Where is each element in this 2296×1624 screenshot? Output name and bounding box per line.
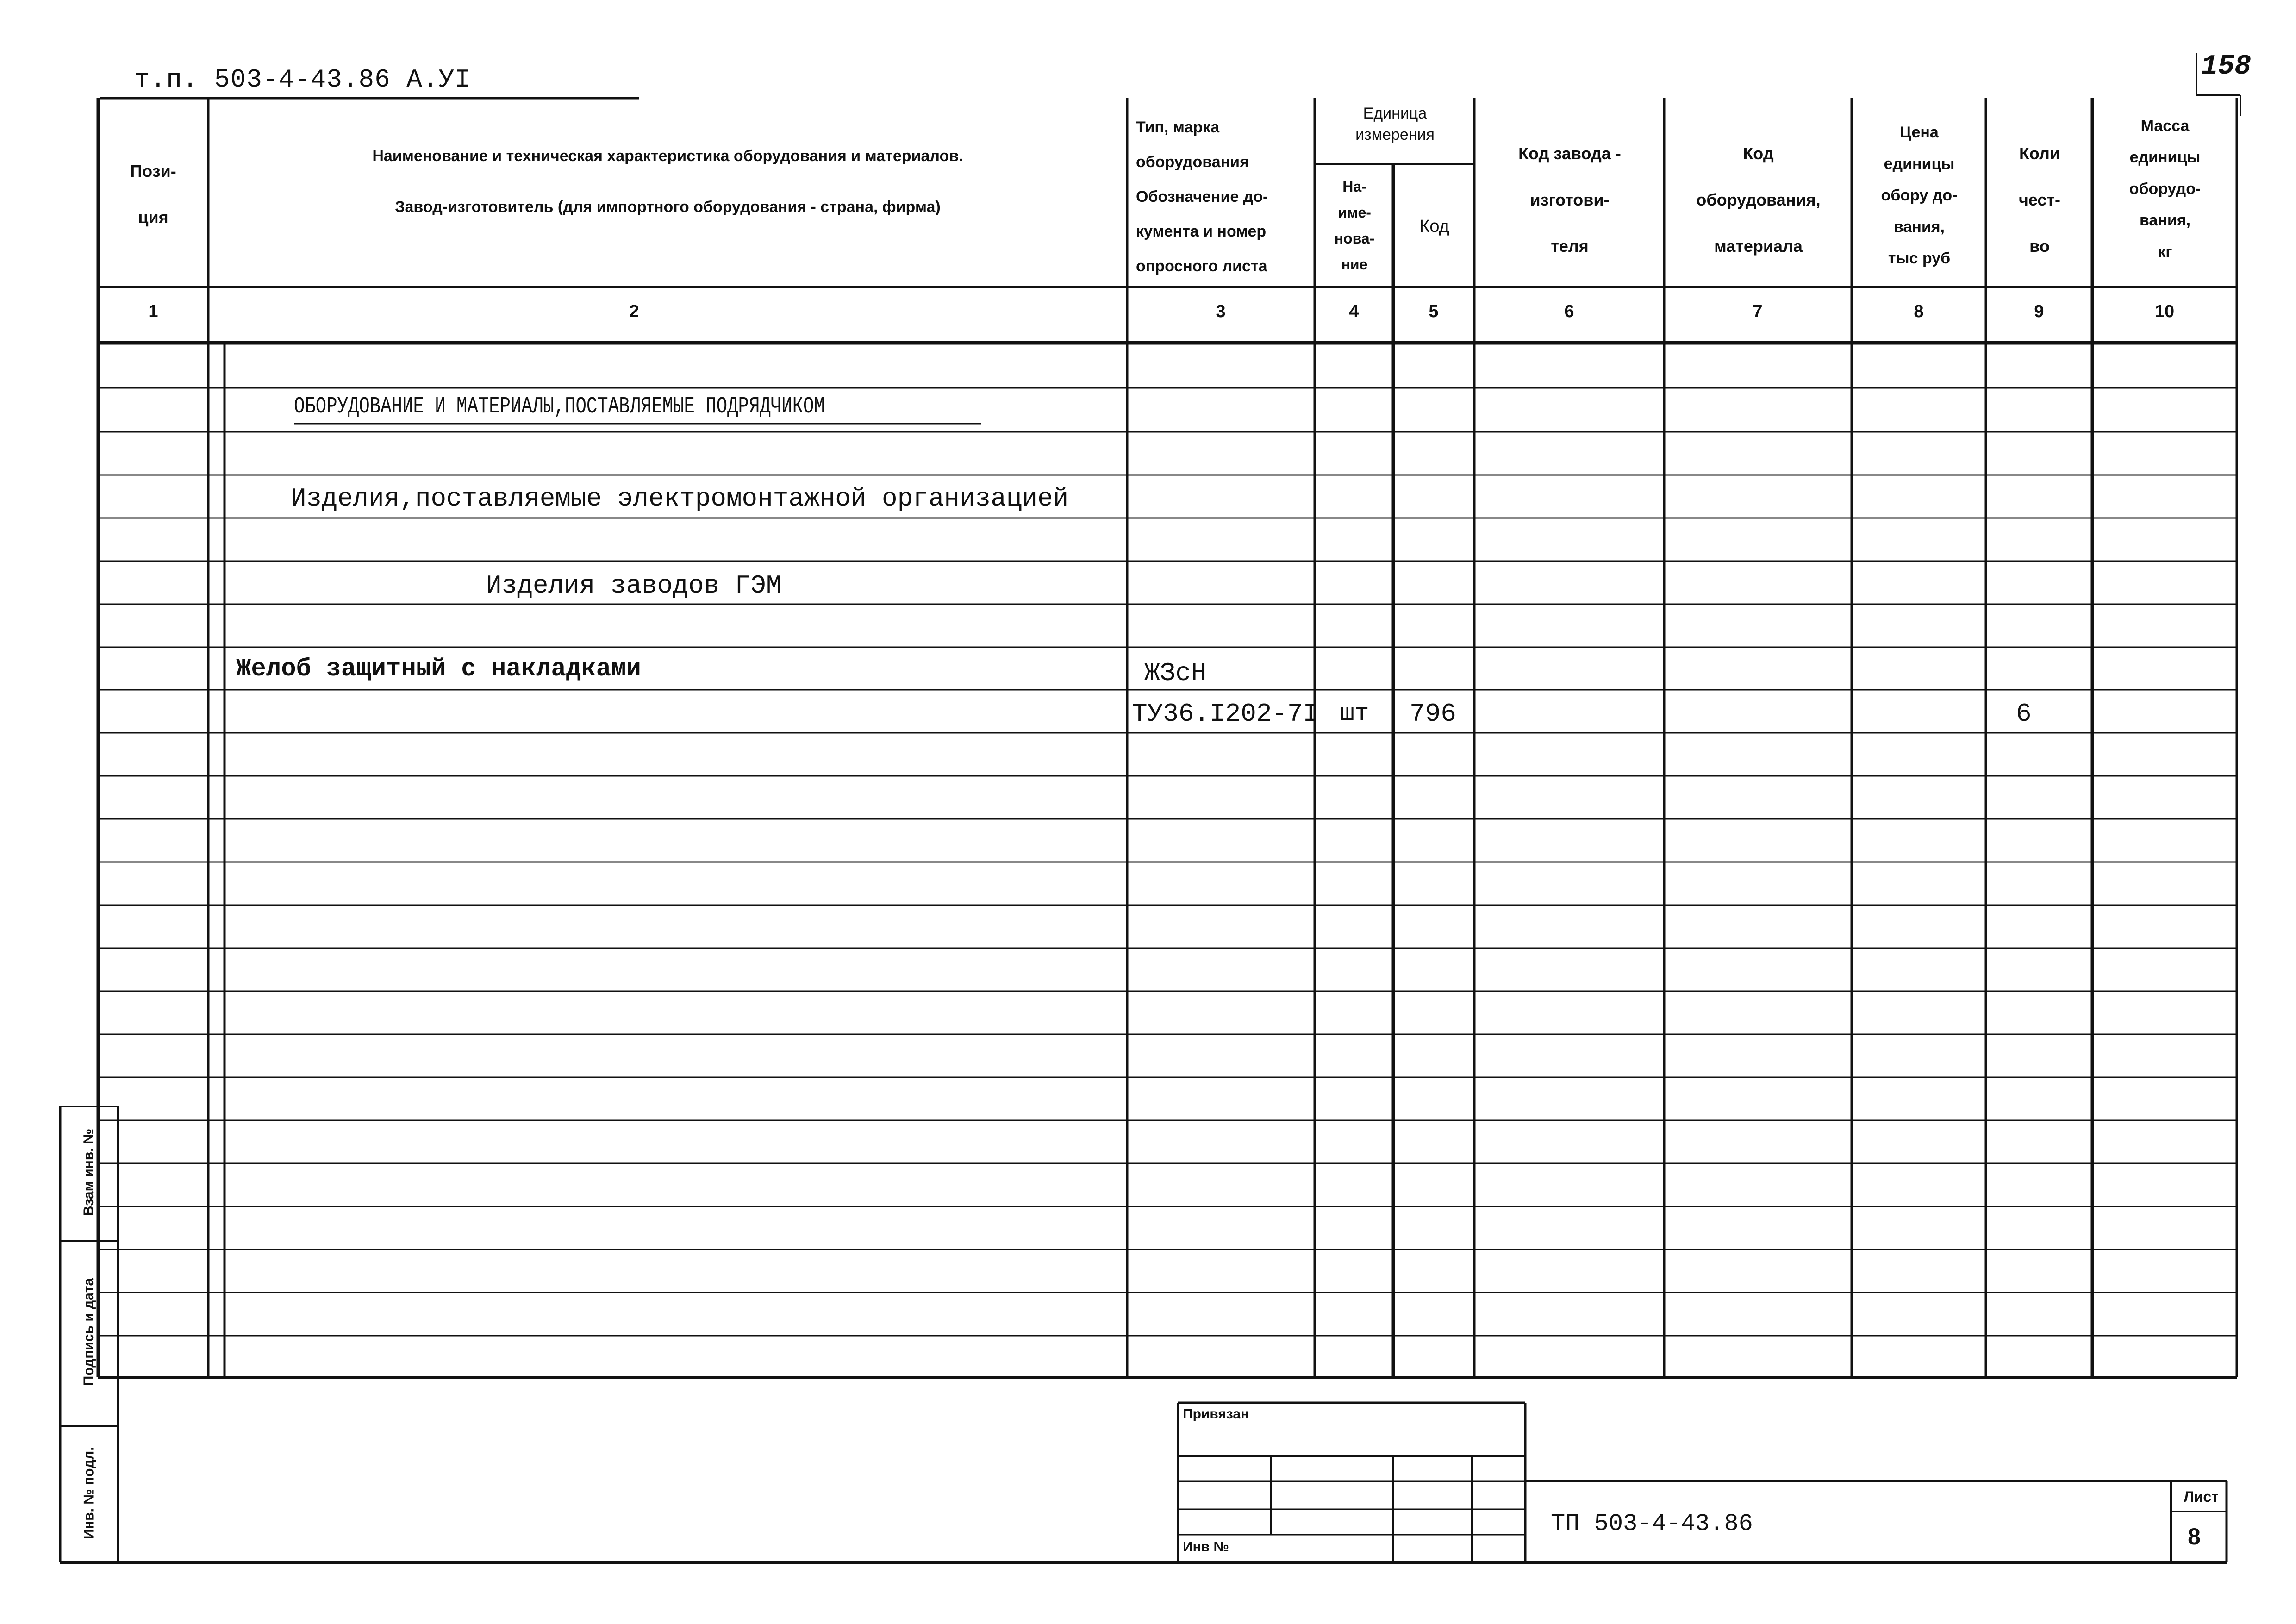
header-type-line1: Тип, марка: [1136, 119, 1220, 136]
header-type-line3: Обозначение до-: [1136, 188, 1268, 206]
item-type: ЖЗсН: [1144, 658, 1207, 688]
corner-page-number: 158: [2201, 51, 2252, 82]
header-unit-line2: измерения: [1355, 126, 1435, 144]
header-mass-l4: вания,: [2139, 212, 2191, 229]
header-position: [98, 148, 208, 241]
stamp-document-code: ТП 503-4-43.86: [1551, 1510, 1753, 1537]
header-position-line1: Пози-: [130, 162, 176, 181]
sheet-number: 8: [2188, 1524, 2201, 1549]
section-title: ОБОРУДОВАНИЕ И МАТЕРИАЛЫ,ПОСТАВЛЯЕМЫЕ ПОДРЯДЧИКОМ: [294, 394, 825, 420]
header-factory-l1: Код завода -: [1518, 144, 1621, 163]
column-number-3: 3: [1216, 302, 1226, 321]
header-mass-l1: Масса: [2140, 117, 2190, 135]
header-type-line2: оборудования: [1136, 153, 1249, 171]
header-price-l1: Цена: [1900, 124, 1939, 141]
sheet-label: Лист: [2184, 1488, 2219, 1505]
side-stamp-signature: Подпись и дата: [81, 1278, 96, 1386]
header-mass-l2: единицы: [2129, 149, 2201, 166]
header-unit-name: [1316, 174, 1393, 277]
inventory-label: Инв №: [1183, 1539, 1229, 1555]
item-unit-code: 796: [1410, 699, 1456, 729]
header-price-l4: вания,: [1893, 218, 1945, 236]
header-equipment-l3: материала: [1714, 237, 1803, 256]
header-unit-mass: [2093, 110, 2237, 268]
header-unit-title: [1316, 103, 1474, 145]
header-price-l5: тыс руб: [1888, 250, 1951, 267]
bound-label: Привязан: [1183, 1406, 1249, 1422]
item-name: Желоб защитный с накладками: [236, 655, 641, 683]
header-unit-price: [1853, 117, 1986, 274]
side-stamp-replacement: Взам инв. №: [81, 1128, 96, 1216]
column-number-7: 7: [1753, 302, 1763, 321]
subsection-title: Изделия,поставляемые электромонтажной организацией: [291, 484, 1069, 513]
header-qty-l1: Коли: [2019, 144, 2060, 163]
header-unit-name-l1: На-: [1342, 178, 1366, 195]
column-number-4: 4: [1349, 302, 1359, 321]
header-qty-l3: во: [2029, 237, 2050, 256]
item-unit: шт: [1340, 700, 1369, 727]
column-number-8: 8: [1914, 302, 1924, 321]
header-type-line5: опросного листа: [1136, 257, 1267, 275]
header-unit-code: [1394, 208, 1474, 244]
header-factory-l2: изготови-: [1530, 190, 1610, 209]
header-price-l3: обору до-: [1881, 187, 1958, 204]
item-quantity: 6: [2016, 699, 2032, 729]
header-name-line1: Наименование и техническая характеристика оборудования и материалов.: [372, 147, 963, 165]
header-unit-name-l2: име-: [1338, 204, 1371, 221]
header-mass-l3: оборудо-: [2129, 180, 2201, 198]
header-factory-code: [1475, 131, 1664, 269]
column-number-5: 5: [1429, 302, 1439, 321]
column-number-6: 6: [1564, 302, 1574, 321]
header-equipment-l2: оборудования,: [1696, 190, 1821, 209]
header-unit-line1: Единица: [1363, 105, 1427, 122]
group-title: Изделия заводов ГЭМ: [486, 571, 782, 600]
document-code-top: т.п. 503-4-43.86 А.УI: [134, 65, 471, 94]
header-name-line2: Завод-изготовитель (для импортного оборудования - страна, фирма): [395, 198, 941, 216]
column-number-9: 9: [2034, 302, 2044, 321]
header-quantity: [1987, 131, 2092, 269]
header-price-l2: единицы: [1884, 155, 1955, 173]
column-number-10: 10: [2154, 302, 2175, 321]
header-type-doc: [1129, 110, 1314, 284]
header-factory-l3: теля: [1551, 237, 1589, 256]
header-unit-name-l3: нова-: [1334, 230, 1375, 247]
header-unit-name-l4: ние: [1341, 256, 1368, 273]
header-equipment-l1: Код: [1743, 144, 1774, 163]
header-type-line4: кумента и номер: [1136, 223, 1267, 240]
column-number-2: 2: [629, 302, 639, 321]
header-qty-l2: чест-: [2018, 190, 2061, 209]
item-doc: ТУ36.I202-7I: [1132, 699, 1319, 729]
column-number-1: 1: [148, 302, 158, 321]
header-unit-code-text: Код: [1419, 217, 1449, 236]
header-equipment-code: [1665, 131, 1852, 269]
side-stamp-inventory: Инв. № подл.: [81, 1447, 97, 1539]
header-position-line2: ция: [138, 208, 168, 227]
header-mass-l5: кг: [2158, 243, 2172, 261]
